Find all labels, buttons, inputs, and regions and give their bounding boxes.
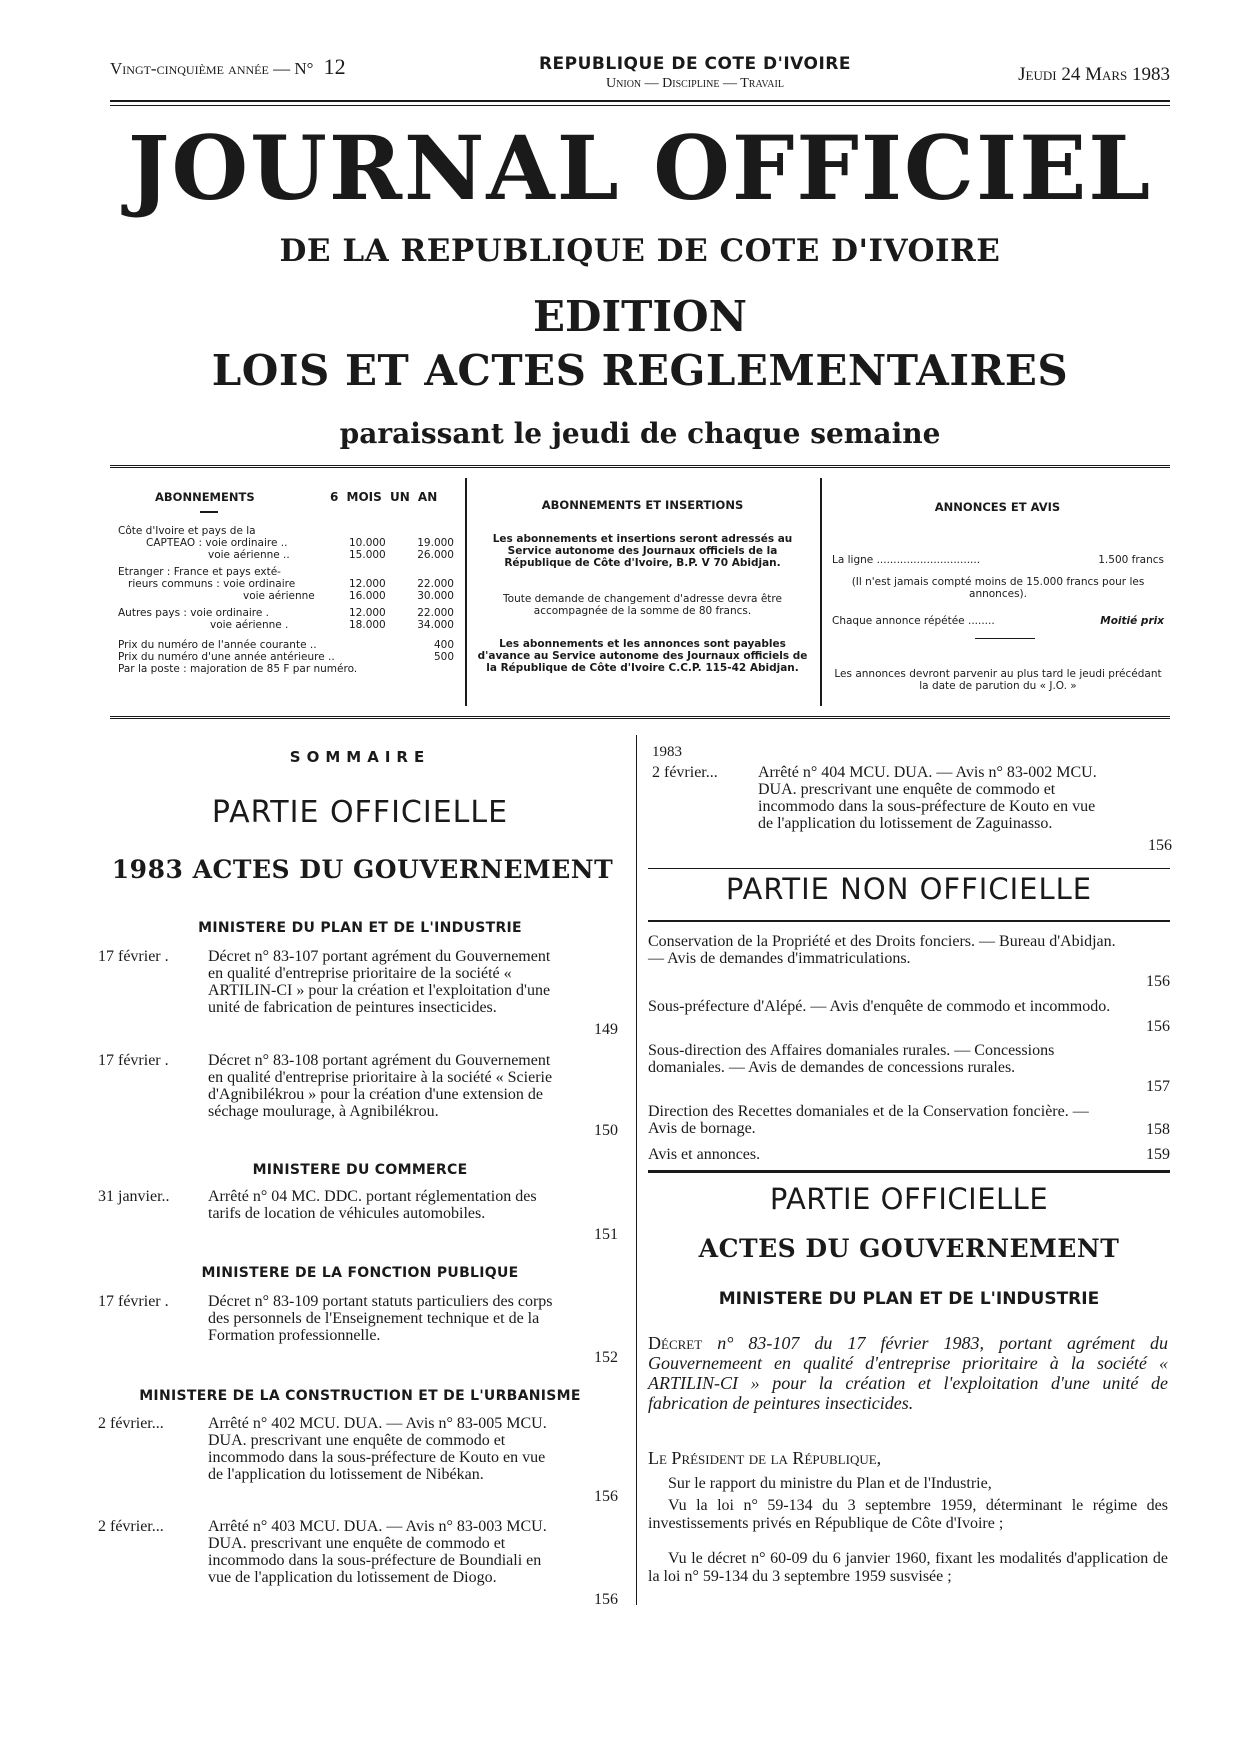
column-divider [636,735,637,1605]
partie-non-officielle-title: PARTIE NON OFFICIELLE [725,872,1093,906]
issue-number: 12 [323,54,346,79]
issue-date: Jeudi 24 Mars 1983 [1018,64,1170,85]
entry-date: 2 février... [98,1518,164,1535]
ministry-heading-2: MINISTERE DU PLAN ET DE L'INDUSTRIE [718,1289,1100,1309]
republique-heading: REPUBLIQUE DE COTE D'IVOIRE [538,54,852,74]
tariff-label: voie aérienne .. [208,549,290,561]
non-officielle-entry [648,1146,1170,1166]
sommaire-entry [98,948,618,1038]
price-value: 500 [433,651,454,663]
entry-date: 17 février . [98,1052,169,1069]
ministry-heading: MINISTERE DU PLAN ET DE L'INDUSTRIE [198,920,522,936]
non-officielle-entry [648,933,1170,993]
insertions-para-3: Les abonnements et les annonces sont payables d'avance au Service autonome des Journaux officiels de la République de Côte d'Ivoire C.C.P. 115-42 Abidjan. [477,638,808,674]
tariff-table [118,525,454,675]
tariff-6mois: 15.000 [349,549,386,561]
tariff-6mois: 18.000 [349,619,386,631]
sommaire-entry [98,1518,618,1608]
entry-page: 151 [594,1226,618,1243]
sommaire-entry [652,764,1172,854]
visa-loi: Vu la loi n° 59-134 du 3 septembre 1959, déterminant le régime des investissements privés en République de Côte d'Ivoire ; [648,1497,1168,1532]
non-officielle-entry [648,1103,1170,1143]
decret-lead: Décret [648,1333,703,1353]
section-rule [648,920,1170,922]
tariff-label: CAPTEAO : voie ordinaire .. [146,537,288,549]
header-rule-bottom [110,105,1170,106]
entry-text: Arrêté n° 04 MC. DDC. portant réglementation des tarifs de location de véhicules automobiles. [208,1188,537,1222]
tariff-label: Autres pays : voie ordinaire . [118,607,270,619]
ministry-heading: MINISTERE DE LA FONCTION PUBLIQUE [201,1265,519,1281]
price-value: 400 [433,639,454,651]
repetee-row [832,615,1164,627]
sommaire-entry [98,1188,618,1244]
tariff-label: Etranger : France et pays exté- [118,566,281,578]
entry-text: Arrêté n° 402 MCU. DUA. — Avis n° 83-005 MCU. DUA. prescrivant une enquête de commodo et incommodo dans la sous-préfecture de Kouto en vue de l'application du lotissement de Nibékan. [208,1415,547,1483]
non-officielle-entry [648,1042,1170,1098]
entry-page: 152 [594,1349,618,1366]
visa-rapport: Sur le rapport du ministre du Plan et de l'Industrie, [668,1475,992,1492]
entry-text: Direction des Recettes domaniales et de la Conservation foncière. — Avis de bornage. [648,1103,1089,1137]
entry-text: Décret n° 83-109 portant statuts particuliers des corps des personnels de l'Enseignement technique et de la Formation professionnelle. [208,1293,553,1344]
issue-number-line [110,54,346,80]
section-rule [648,868,1170,869]
entry-text: Avis et annonces. [648,1146,761,1163]
entry-page: 157 [1146,1078,1170,1095]
annonce-minimum-note: (Il n'est jamais compté moins de 15.000 francs pour les annonces). [851,576,1145,600]
section-rule [648,1170,1170,1173]
tariff-1an: 34.000 [417,619,454,631]
tariff-label: voie aérienne [243,590,315,602]
tariff-6mois: 12.000 [349,578,386,590]
price-label: Prix du numéro d'une année antérieure .. [118,651,335,663]
entry-page: 159 [1146,1146,1170,1163]
actes-title: 1983 ACTES DU GOUVERNEMENT [111,855,614,884]
journal-subtitle: DE LA REPUBLIQUE DE COTE D'IVOIRE [279,233,1001,269]
insertions-para-2: Toute demande de changement d'adresse devra être accompagnée de la somme de 80 francs. [503,593,782,617]
ministry-heading: MINISTERE DU COMMERCE [252,1162,468,1178]
sommaire-entry [98,1052,618,1142]
repetee-label: Chaque annonce répétée ........ [832,615,995,627]
price-label: Par la poste : majoration de 85 F par numéro. [118,663,358,675]
entry-page: 158 [1146,1121,1170,1138]
decret-title [648,1333,1168,1413]
entry-text: Conservation de la Propriété et des Droits fonciers. — Bureau d'Abidjan. — Avis de demandes d'immatriculations. [648,933,1116,967]
entry-page: 156 [594,1488,618,1505]
entry-date: 2 février... [652,764,718,781]
visa-decret: Vu le décret n° 60-09 du 6 janvier 1960, fixant les modalités d'application de la loi n° 59-134 du 3 septembre 1959 susvisée ; [648,1550,1168,1585]
tariff-1an: 30.000 [417,590,454,602]
tariff-1an: 22.000 [417,578,454,590]
partie-officielle-title: PARTIE OFFICIELLE [211,795,509,830]
annonces-heading: ANNONCES ET AVIS [934,500,1061,514]
tariff-1an: 19.000 [417,537,454,549]
entry-date: 17 février . [98,1293,169,1310]
sommaire-title: SOMMAIRE [289,748,431,766]
entry-text: Décret n° 83-107 portant agrément du Gouvernement en qualité d'entreprise prioritaire de la société « ARTILIN-CI » pour la création et l'exploitation d'une unité de fabrication de peintures insecticides. [208,948,551,1016]
entry-date: 17 février . [98,948,169,965]
heading-underline [200,511,218,513]
entry-page: 156 [594,1591,618,1608]
annonces-delai: Les annonces devront parvenir au plus tard le jeudi précédant la date de parution du « J.O. » [834,668,1162,692]
devise: Union — Discipline — Travail [606,76,784,91]
right-year: 1983 [652,744,682,760]
insertions-para-1: Les abonnements et insertions seront adressés au Service autonome des Journaux officiels de la République de Côte d'Ivoire, B.P. V 70 Abidjan. [492,533,793,569]
edition-label: EDITION [533,292,747,341]
entry-text: Sous-préfecture d'Alépé. — Avis d'enquête de commodo et incommodo. [648,998,1111,1015]
issue-year: Vingt-cinquième année — N° [110,59,314,78]
entry-date: 31 janvier.. [98,1188,170,1205]
subscriptions-divider-2 [820,478,822,706]
decret-text: n° 83-107 du 17 février 1983, portant agrément du Gouvernemeent en qualité d'entreprise prioritaire à la société « ARTILIN-CI » pour la création et l'exploitation d'une unité de fabrication de peintures insecticides. [648,1333,1169,1413]
tariff-6mois: 10.000 [349,537,386,549]
actes-title-2: ACTES DU GOUVERNEMENT [698,1234,1120,1263]
periods-heading: 6 MOIS UN AN [330,490,438,504]
entry-page: 156 [1148,837,1172,854]
entry-date: 2 février... [98,1415,164,1432]
annonces-short-rule [975,638,1035,639]
entry-text: Arrêté n° 403 MCU. DUA. — Avis n° 83-003 MCU. DUA. prescrivant une enquête de commodo et incommodo dans la sous-préfecture de Boundiali en vue de l'application du lotissement de Diogo. [208,1518,547,1586]
abonnements-heading: ABONNEMENTS [155,490,255,504]
sommaire-entry [98,1415,618,1505]
entry-page: 156 [1146,1018,1170,1035]
price-label: Prix du numéro de l'année courante .. [118,639,317,651]
ligne-row [832,554,1164,566]
partie-officielle-title-2: PARTIE OFFICIELLE [769,1182,1049,1216]
ligne-label: La ligne ............................... [832,554,981,566]
entry-page: 150 [594,1122,618,1139]
entry-text: Décret n° 83-108 portant agrément du Gouvernement en qualité d'entreprise prioritaire à la société « Scierie d'Agnibilékrou » pour la création d'une extension de séchage moulurage, à Agnibilékrou. [208,1052,553,1120]
non-officielle-entry [648,998,1170,1038]
president-line: Le Président de la République, [648,1448,882,1468]
repetee-value: Moitié prix [1100,615,1164,627]
insertions-heading: ABONNEMENTS ET INSERTIONS [541,498,744,512]
tariff-6mois: 12.000 [349,607,386,619]
entry-page: 149 [594,1021,618,1038]
entry-page: 156 [1146,973,1170,990]
ministry-heading: MINISTERE DE LA CONSTRUCTION ET DE L'URBANISME [139,1388,581,1404]
tariff-1an: 26.000 [417,549,454,561]
entry-text: Sous-direction des Affaires domaniales rurales. — Concessions domaniales. — Avis de demandes de concessions rurales. [648,1042,1055,1076]
tariff-6mois: 16.000 [349,590,386,602]
tariff-label: rieurs communs : voie ordinaire [128,578,296,590]
ligne-value: 1.500 francs [1098,554,1164,566]
edition-name: LOIS ET ACTES REGLEMENTAIRES [211,346,1069,395]
parution-note: paraissant le jeudi de chaque semaine [339,417,941,450]
journal-title: JOURNAL OFFICIEL [127,116,1153,220]
tariff-label: voie aérienne . [210,619,289,631]
subscriptions-divider-1 [465,478,467,706]
sommaire-entry [98,1293,618,1365]
entry-text: Arrêté n° 404 MCU. DUA. — Avis n° 83-002 MCU. DUA. prescrivant une enquête de commodo et incommodo dans la sous-préfecture de Kouto en vue de l'application du lotissement de Zaguinasso. [758,764,1097,832]
tariff-1an: 22.000 [417,607,454,619]
header-rule-top [110,100,1170,102]
tariff-label: Côte d'Ivoire et pays de la [118,525,256,537]
